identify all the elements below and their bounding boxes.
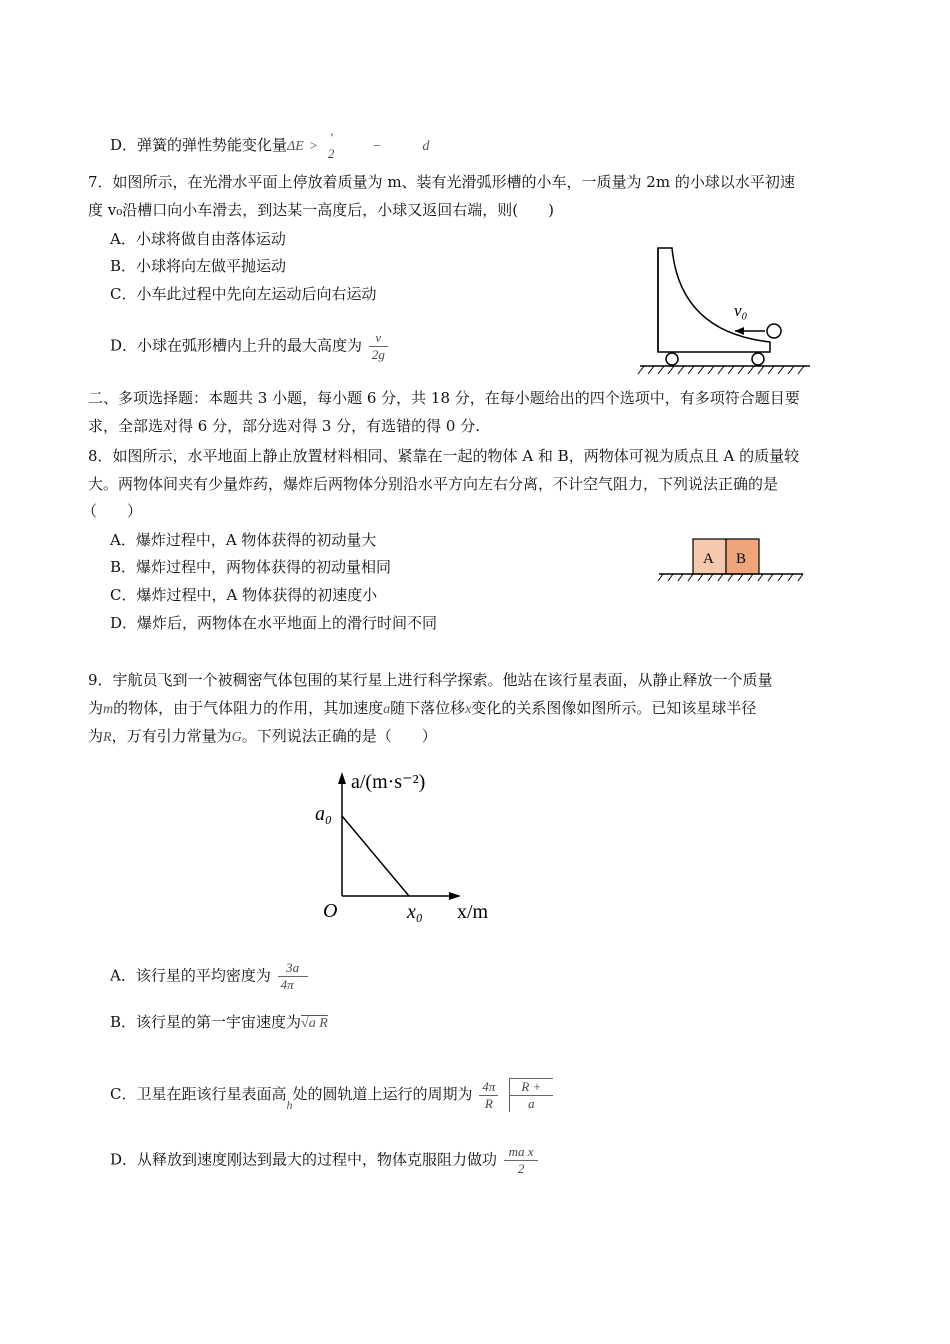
section2-line2: 求，全部选对得 6 分，部分选对得 3 分，有选错的得 0 分. — [88, 417, 481, 435]
block-b-label: B — [736, 551, 747, 567]
q6-option-d: D．弹簧的弹性势能变化量ΔE > ' 2 − d — [110, 130, 430, 161]
q6-math: ΔE — [287, 139, 304, 154]
q7-option-c: C．小车此过程中先向左运动后向右运动 — [110, 285, 377, 303]
a-x-line — [342, 816, 409, 896]
v0-label: v₀ — [734, 301, 748, 320]
cart-wheel-left — [666, 353, 678, 365]
ball — [767, 324, 781, 338]
a0-label: a₀ — [315, 803, 332, 825]
q9-stem-line2: 为m的物体，由于气体阻力的作用，其加速度a随下落位移x变化的关系图像如图所示。已知该星球半径 — [88, 699, 757, 717]
q8-option-d: D．爆炸后，两物体在水平地面上的滑行时间不同 — [110, 614, 438, 632]
q9-option-a: A．该行星的平均密度为 $\frac{3a}{4\pi}$ — [110, 960, 308, 993]
y-axis-arrow — [338, 772, 346, 784]
q8-option-b: B．爆炸过程中，两物体获得的初动量相同 — [110, 558, 392, 576]
q9-stem-line1: 9．宇航员飞到一个被稠密气体包围的某行星上进行科学探索。他站在该行星表面，从静止释放一个质量 — [88, 671, 773, 689]
q7-option-b: B．小球将向左做平抛运动 — [110, 257, 287, 275]
x-axis-arrow — [449, 892, 461, 900]
q7-d-fraction: $\frac{v}{2g}$ — [369, 330, 388, 363]
x-axis-label: x/m — [457, 901, 489, 923]
q7-cart-figure — [620, 240, 820, 380]
origin-label: O — [323, 900, 338, 922]
q9-c-fraction: $\frac{4\pi}{R}$ — [479, 1079, 498, 1112]
cart-body — [658, 248, 770, 352]
q8-option-a: A．爆炸过程中，A 物体获得的初动量大 — [110, 531, 377, 549]
q7-stem-line1: 7．如图所示，在光滑水平面上停放着质量为 m、装有光滑弧形槽的小车，一质量为 2m 的小球以水平初速 — [88, 173, 795, 191]
q7-option-d: D．小球在弧形槽内上升的最大高度为 $\frac{v}{2g}$ — [110, 330, 388, 363]
block-a-label: A — [703, 551, 714, 567]
q9-b-sqrt: √a R — [301, 1016, 328, 1031]
q9-c-sqrt-fraction: $\frac{R +}{a}$ — [509, 1078, 553, 1112]
q6-fraction: ' 2 — [327, 130, 335, 161]
section2-line1: 二、多项选择题：本题共 3 小题，每小题 6 分，共 18 分，在每小题给出的四个选项中，有多项符合题目要 — [88, 389, 800, 407]
velocity-arrow — [735, 327, 744, 335]
q9-a-x-graph — [305, 762, 505, 932]
q7-option-a: A．小球将做自由落体运动 — [110, 230, 286, 248]
q8-stem-line1: 8．如图所示，水平地面上静止放置材料相同、紧靠在一起的物体 A 和 B，两物体可视为质点且 A 的质量较 — [88, 447, 800, 465]
q8-stem-line3: （ ） — [82, 502, 143, 520]
q8-option-c: C．爆炸过程中，A 物体获得的初速度小 — [110, 586, 378, 604]
q9-stem-line3: 为R，万有引力常量为G。下列说法正确的是（ ） — [88, 727, 437, 745]
y-axis-label: a/(m·s⁻²) — [351, 771, 426, 793]
q9-d-fraction: $\frac{\text{ma x}}{2}$ — [504, 1144, 539, 1177]
q9-option-b: B．该行星的第一宇宙速度为√a R — [110, 1013, 328, 1031]
q9-a-fraction: $\frac{3a}{4\pi}$ — [278, 960, 308, 993]
q9-option-d: D．从释放到速度刚达到最大的过程中，物体克服阻力做功 $\frac{\text{ma x}}{2}$ — [110, 1144, 538, 1177]
q8-blocks-figure — [655, 535, 815, 585]
x0-label: x₀ — [407, 901, 423, 923]
q8-stem-line2: 大。两物体间夹有少量炸药，爆炸后两物体分别沿水平方向左右分离，不计空气阻力，下列说法正确的是 — [88, 475, 779, 493]
cart-wheel-right — [752, 353, 764, 365]
q7-stem-line2: 度 v₀沿槽口向小车滑去，到达某一高度后，小球又返回右端，则( ) — [88, 201, 554, 219]
q9-option-c: C．卫星在距该行星表面高$_h$处的圆轨道上运行的周期为 $\frac{4\pi}{R}$ $\frac{R +}{a}$ — [110, 1078, 553, 1112]
